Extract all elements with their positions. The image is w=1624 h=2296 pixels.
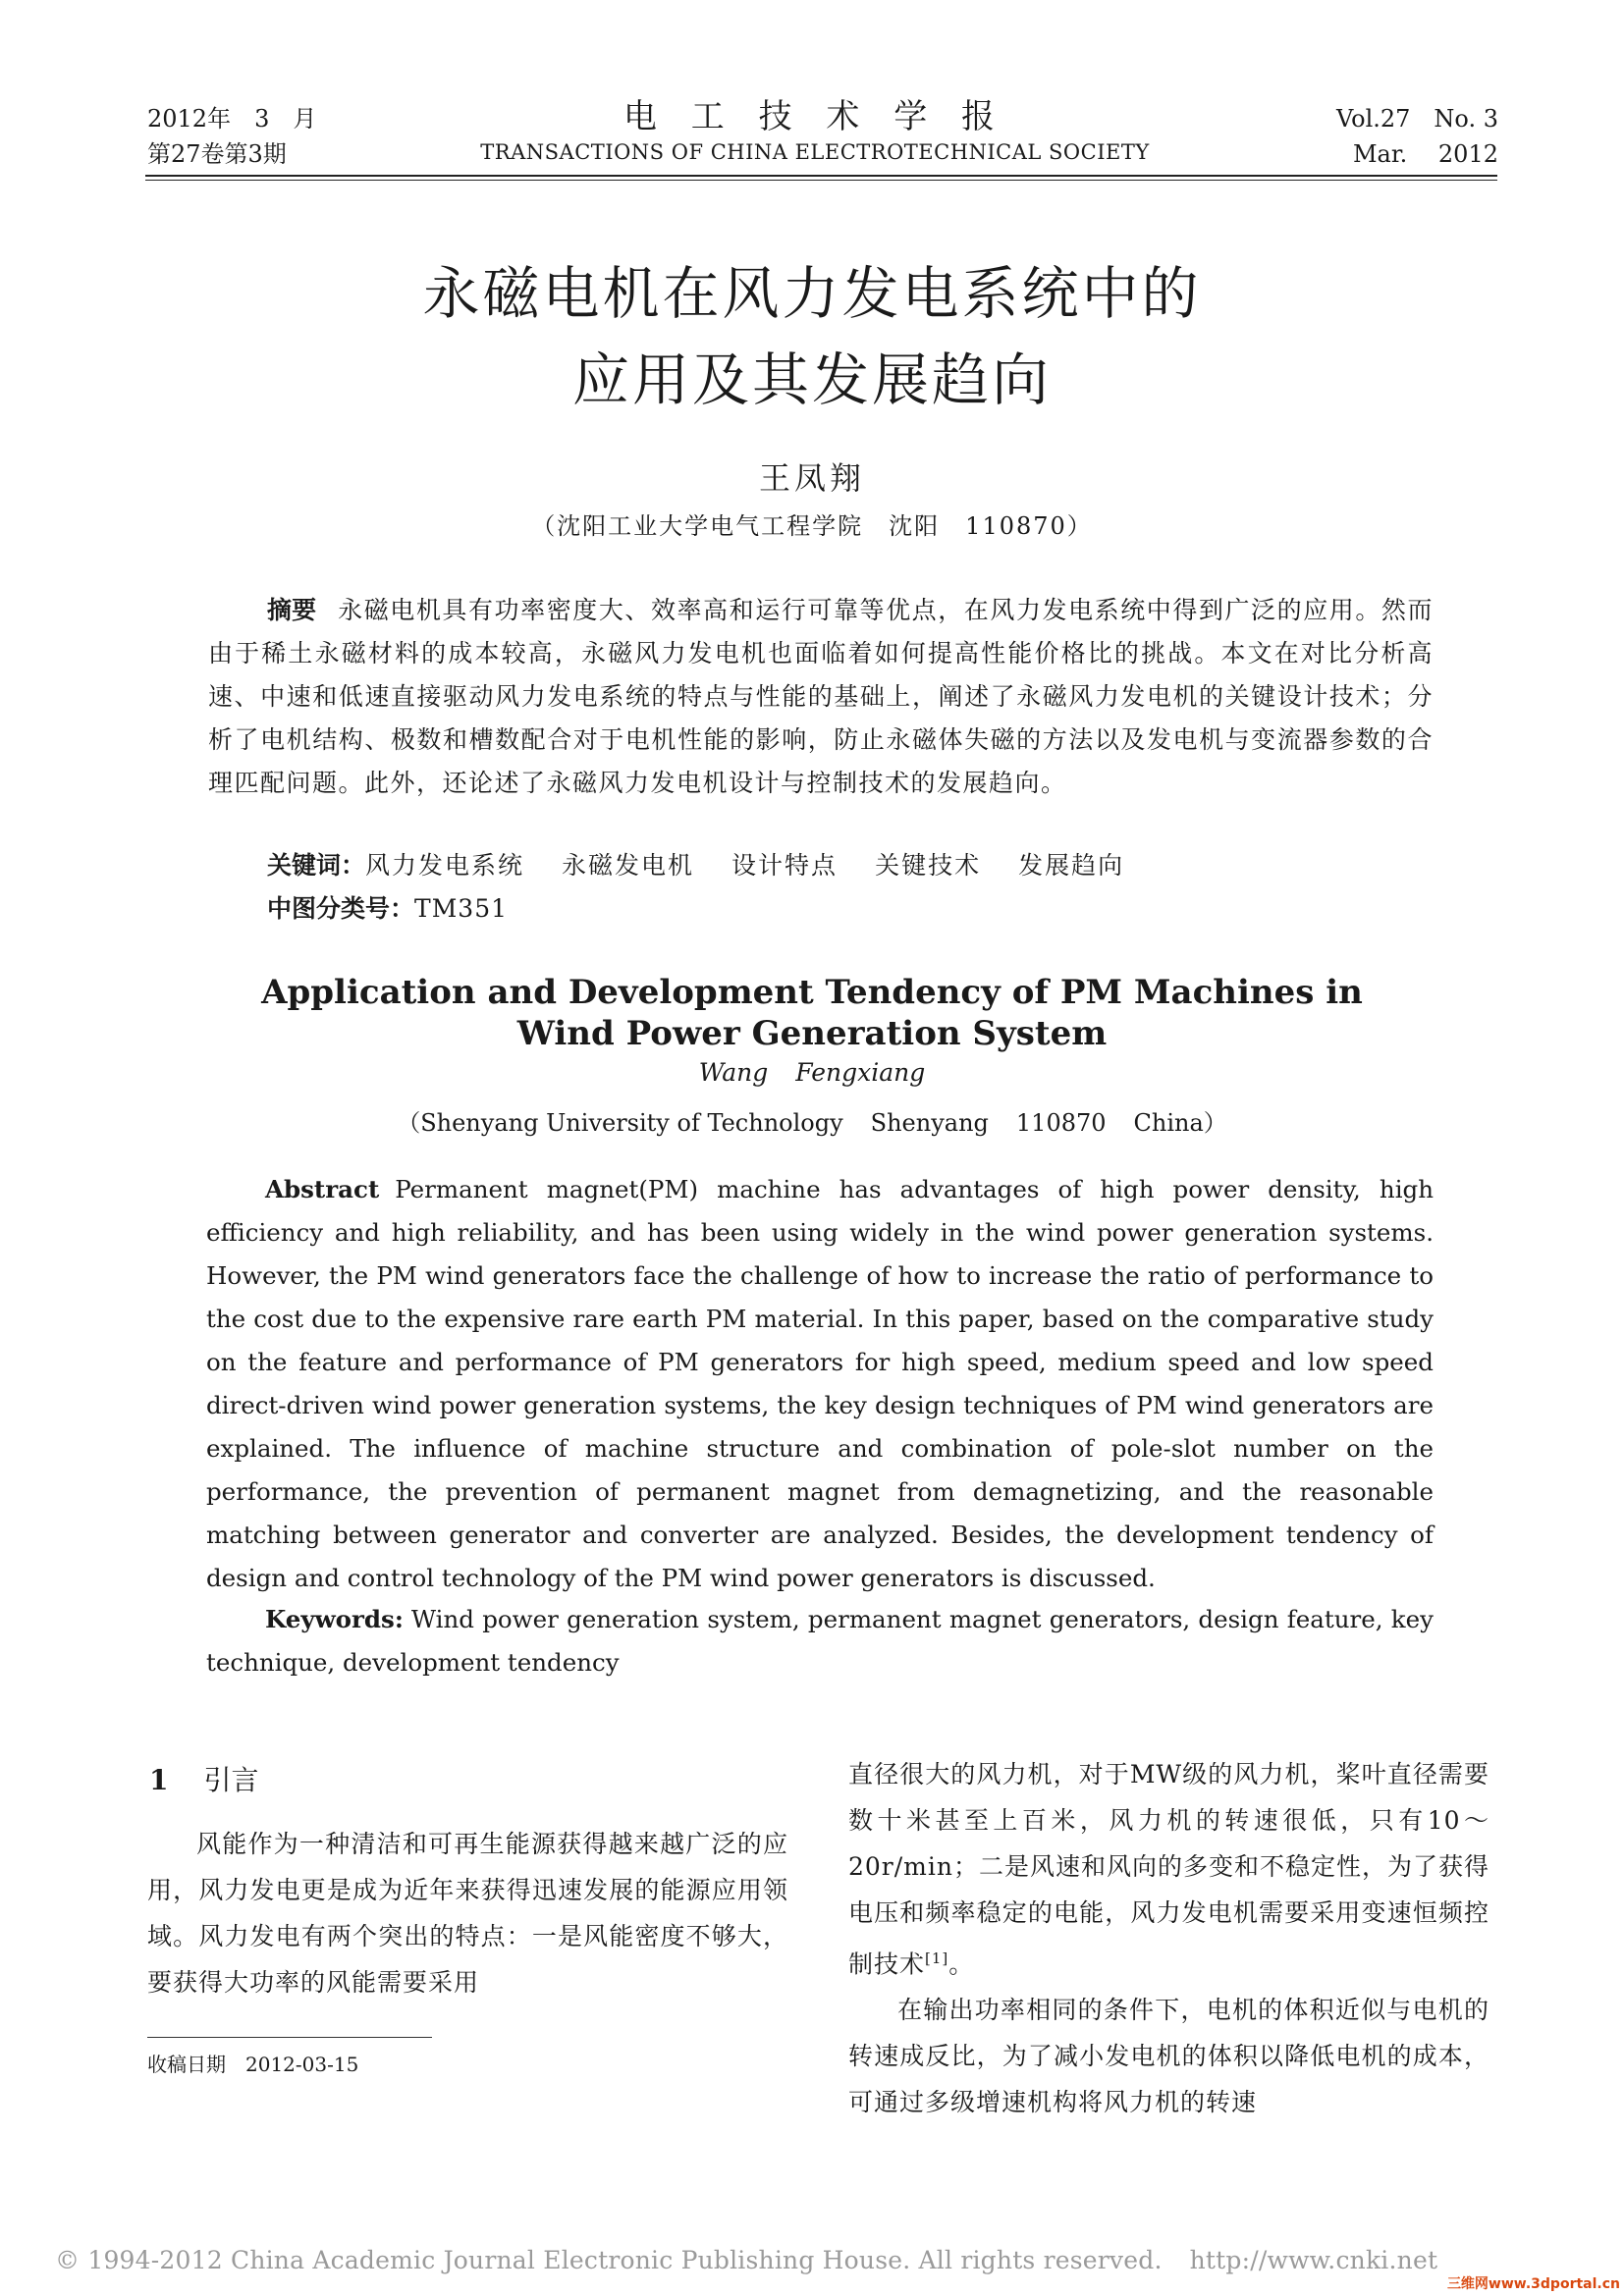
classification-label: 中图分类号： bbox=[267, 894, 415, 923]
affiliation-en-university: Shenyang University of Technology bbox=[420, 1109, 843, 1137]
header-rule-thick bbox=[145, 175, 1497, 177]
header-rule-thin bbox=[145, 180, 1497, 181]
classification-value: TM351 bbox=[414, 894, 509, 923]
citation: [1] bbox=[925, 1949, 949, 1967]
body-paragraph: 风能作为一种清洁和可再生能源获得越来越广泛的应用，风力发电更是成为近年来获得迅速发展的能源应用领域。风力发电有两个突出的特点：一是风能密度不够大，要获得大功率的风能需要采用 bbox=[147, 1830, 788, 1997]
affiliation-en-close: ） bbox=[1203, 1109, 1227, 1137]
abstract-cn-text: 永磁电机具有功率密度大、效率高和运行可靠等优点，在风力发电系统中得到广泛的应用。然而由于稀土永磁材料的成本较高，永磁风力发电机也面临着如何提高性能价格比的挑战。本文在对比分析高速、中速和低速直接驱动风力发电系统的特点与性能的基础上，阐述了永磁风力发电机的关键设计技术；分析了电机结构、极数和槽数配合对于电机性能的影响，防止永磁体失磁的方法以及发电机与变流器参数的合理匹配问题。此外，还论述了永磁风力发电机设计与控制技术的发展趋向。 bbox=[208, 596, 1434, 797]
header-issue-cn bbox=[147, 101, 316, 172]
author-en-family: Fengxiang bbox=[795, 1058, 926, 1087]
keywords-en-label: Keywords: bbox=[265, 1605, 404, 1633]
keywords-en bbox=[206, 1598, 1434, 1684]
body-text: 直径很大的风力机，对于MW级的风力机，桨叶直径需要数十米甚至上百米，风力机的转速很低，只有10～20r/min；二是风速和风向的多变和不稳定性，为了获得电压和频率稳定的电能，风力发电机需要采用变速恒频控制技术 bbox=[848, 1760, 1489, 1979]
copyright-notice bbox=[55, 2246, 1437, 2274]
keyword-cn: 风力发电系统 bbox=[365, 851, 525, 880]
author-en-given: Wang bbox=[698, 1058, 769, 1087]
section-title: 引言 bbox=[203, 1764, 259, 1796]
journal-name bbox=[452, 96, 1178, 167]
author-en bbox=[147, 1058, 1477, 1087]
keyword-cn: 设计特点 bbox=[731, 851, 839, 880]
footnote-rule bbox=[147, 2037, 432, 2038]
keywords-cn bbox=[267, 846, 1162, 881]
abstract-en bbox=[206, 1168, 1434, 1600]
header-date-cn: 2012年 3 月 bbox=[147, 105, 317, 133]
keywords-en-text: Wind power generation system, permanent magnet generators, design feature, key technique, development tendency bbox=[206, 1605, 1434, 1677]
body-paragraph bbox=[848, 1751, 1489, 1987]
affiliation-en-open: （ bbox=[397, 1109, 421, 1137]
section-number: 1 bbox=[149, 1764, 169, 1796]
author-cn: 王凤翔 bbox=[758, 459, 865, 497]
classification-number bbox=[267, 889, 508, 925]
journal-name-en: TRANSACTIONS OF CHINA ELECTROTECHNICAL SOCIETY bbox=[480, 140, 1150, 164]
affiliation-en-city: Shenyang bbox=[870, 1109, 989, 1137]
section-heading bbox=[149, 1759, 259, 1798]
cnki-link[interactable]: http://www.cnki.net bbox=[1189, 2246, 1438, 2274]
affiliation-en-postcode: 110870 bbox=[1015, 1109, 1107, 1137]
abstract-cn bbox=[208, 589, 1434, 805]
keywords-cn-label: 关键词： bbox=[267, 851, 366, 880]
received-date-footnote: 收稿日期 2012-03-15 bbox=[147, 2053, 359, 2076]
keyword-cn: 永磁发电机 bbox=[562, 851, 695, 880]
paper-title-cn-line2: 应用及其发展趋向 bbox=[571, 347, 1052, 413]
keyword-cn: 关键技术 bbox=[875, 851, 982, 880]
journal-name-cn: 电 工 技 术 学 报 bbox=[623, 97, 1007, 136]
paper-title-en-line1: Application and Development Tendency of PM Machines in bbox=[261, 973, 1363, 1012]
header-volume-cn: 第27卷第3期 bbox=[147, 140, 287, 168]
paper-title-cn bbox=[147, 250, 1477, 423]
affiliation-en bbox=[147, 1103, 1477, 1138]
affiliation-en-country: China bbox=[1133, 1109, 1204, 1137]
paper-title-en bbox=[147, 972, 1477, 1054]
keyword-cn: 发展趋向 bbox=[1018, 851, 1125, 880]
paper-title-en-line2: Wind Power Generation System bbox=[516, 1014, 1108, 1053]
header-issue-en bbox=[1336, 101, 1498, 172]
header-date-en: Mar. 2012 bbox=[1352, 140, 1498, 168]
affiliation-cn: （沈阳工业大学电气工程学院 沈阳 110870） bbox=[531, 512, 1093, 540]
abstract-en-label: Abstract bbox=[265, 1175, 380, 1203]
watermark: 三维网www.3dportal.cn bbox=[1446, 2276, 1620, 2292]
body-text-end: 。 bbox=[948, 1949, 975, 1979]
copyright-text: © 1994-2012 China Academic Journal Electronic Publishing House. All rights reserved. bbox=[55, 2246, 1163, 2274]
header-volume-en: Vol.27 No. 3 bbox=[1336, 105, 1498, 133]
body-paragraph: 在输出功率相同的条件下，电机的体积近似与电机的转速成反比，为了减小发电机的体积以降低电机的成本，可通过多级增速机构将风力机的转速 bbox=[848, 1996, 1489, 2117]
body-column-left bbox=[147, 1821, 788, 2005]
abstract-cn-label: 摘要 bbox=[267, 596, 317, 624]
body-column-right bbox=[848, 1751, 1489, 2125]
abstract-en-text: Permanent magnet(PM) machine has advantages of high power density, high efficiency and high reliability, and has been using widely in the wind power generation systems. However, the PM wind generators face the challenge of how to increase the ratio of performance to the cost due to the expensive rare earth PM material. In this paper, based on the comparative study on the feature and performance of PM generators for high speed, medium speed and low speed direct-driven wind power generation systems, the key design techniques of PM wind generators are explained. The influence of machine structure and combination of pole-slot number on the performance, the prevention of permanent magnet from demagnetizing, and the reasonable matching between generator and converter are analyzed. Besides, the development tendency of design and control technology of the PM wind power generators is discussed. bbox=[206, 1175, 1434, 1592]
paper-title-cn-line1: 永磁电机在风力发电系统中的 bbox=[422, 260, 1202, 327]
